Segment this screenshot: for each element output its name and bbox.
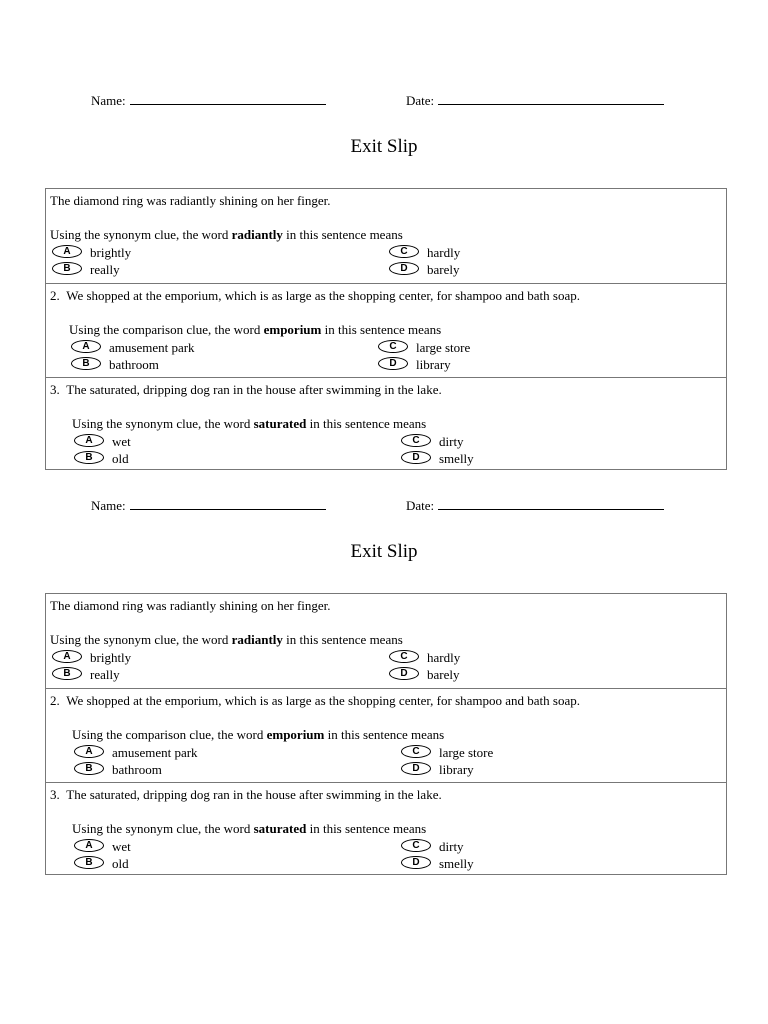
lead-after: in this sentence means (327, 727, 445, 742)
question-stem (50, 288, 580, 304)
slip-title: Exit Slip (350, 541, 418, 562)
lead-after: in this sentence means (286, 227, 403, 242)
question-number: 3. (50, 787, 60, 802)
answer-bubble-d[interactable]: D (401, 762, 431, 775)
option-a[interactable] (71, 339, 195, 355)
answer-bubble-a[interactable]: A (74, 839, 104, 852)
option-text: bathroom (112, 762, 162, 778)
question-stem (50, 382, 442, 398)
name-label: Name: (91, 498, 126, 513)
name-field[interactable] (91, 496, 326, 514)
option-b[interactable] (74, 855, 129, 871)
question-lead (72, 416, 426, 432)
option-text: amusement park (112, 745, 198, 761)
option-text: smelly (439, 856, 474, 872)
keyword: saturated (253, 821, 307, 836)
lead-after: in this sentence means (324, 322, 442, 337)
option-text: barely (427, 262, 460, 278)
date-blank[interactable] (438, 496, 664, 510)
option-text: library (416, 357, 451, 373)
keyword: emporium (263, 322, 322, 337)
answer-bubble-c[interactable]: C (389, 245, 419, 258)
option-d[interactable] (389, 666, 459, 682)
answer-bubble-a[interactable]: A (52, 245, 82, 258)
option-c[interactable] (401, 433, 464, 449)
question-stem (50, 598, 331, 614)
question-stem (50, 787, 442, 803)
date-field[interactable] (406, 496, 664, 514)
option-text: wet (112, 434, 131, 450)
option-text: hardly (427, 245, 461, 261)
option-text: hardly (427, 650, 461, 666)
option-text: really (90, 262, 120, 278)
answer-bubble-b[interactable]: B (52, 667, 82, 680)
answer-bubble-d[interactable]: D (401, 856, 431, 869)
option-d[interactable] (401, 855, 474, 871)
date-field[interactable] (406, 91, 664, 109)
question-3 (46, 377, 726, 470)
answer-bubble-d[interactable]: D (378, 357, 408, 370)
lead-before: Using the synonym clue, the word (50, 632, 229, 647)
lead-before: Using the synonym clue, the word (50, 227, 229, 242)
answer-bubble-b[interactable]: B (74, 762, 104, 775)
lead-after: in this sentence means (309, 416, 427, 431)
option-text: barely (427, 667, 460, 683)
answer-bubble-c[interactable]: C (401, 434, 431, 447)
question-number: 2. (50, 288, 60, 303)
lead-before: Using the comparison clue, the word (72, 727, 264, 742)
question-number: 2. (50, 693, 60, 708)
option-text: smelly (439, 451, 474, 467)
option-text: wet (112, 839, 131, 855)
answer-bubble-b[interactable]: B (74, 451, 104, 464)
option-a[interactable] (52, 244, 131, 260)
answer-bubble-c[interactable]: C (401, 839, 431, 852)
option-c[interactable] (389, 649, 460, 665)
question-3 (46, 782, 726, 875)
keyword: saturated (253, 416, 307, 431)
option-b[interactable] (74, 450, 129, 466)
answer-bubble-d[interactable]: D (389, 262, 419, 275)
question-1 (46, 189, 726, 283)
answer-bubble-a[interactable]: A (74, 745, 104, 758)
answer-bubble-b[interactable]: B (74, 856, 104, 869)
questions-box (45, 188, 727, 470)
option-text: dirty (439, 839, 464, 855)
lead-after: in this sentence means (309, 821, 427, 836)
question-lead (50, 227, 403, 243)
option-text: library (439, 762, 474, 778)
slip-header (0, 496, 768, 516)
name-blank[interactable] (130, 91, 326, 105)
option-a[interactable] (74, 744, 198, 760)
option-d[interactable] (389, 261, 459, 277)
slip-header (0, 91, 768, 111)
answer-bubble-c[interactable]: C (378, 340, 408, 353)
option-a[interactable] (74, 838, 131, 854)
question-stem-text: We shopped at the emporium, which is as large as the shopping center, for shampoo and bath soap. (66, 288, 580, 303)
question-2 (46, 283, 726, 378)
option-c[interactable] (378, 339, 470, 355)
option-text: brightly (90, 650, 132, 666)
option-c[interactable] (389, 244, 460, 260)
option-text: really (90, 667, 120, 683)
option-a[interactable] (74, 433, 131, 449)
answer-bubble-c[interactable]: C (389, 650, 419, 663)
question-lead (50, 632, 403, 648)
question-stem (50, 193, 331, 209)
question-stem-text: The saturated, dripping dog ran in the house after swimming in the lake. (66, 787, 442, 802)
option-d[interactable] (401, 450, 474, 466)
question-stem-text: We shopped at the emporium, which is as large as the shopping center, for shampoo and bath soap. (66, 693, 580, 708)
option-text: amusement park (109, 340, 195, 356)
keyword: radiantly (231, 632, 283, 647)
question-number: 3. (50, 382, 60, 397)
option-text: old (112, 451, 129, 467)
date-label: Date: (406, 498, 435, 513)
option-b[interactable] (52, 261, 120, 277)
option-text: brightly (90, 245, 132, 261)
keyword: radiantly (231, 227, 283, 242)
lead-before: Using the comparison clue, the word (69, 322, 261, 337)
option-text: large store (439, 745, 494, 761)
lead-after: in this sentence means (286, 632, 403, 647)
date-blank[interactable] (438, 91, 664, 105)
answer-bubble-b[interactable]: B (52, 262, 82, 275)
slip-title: Exit Slip (350, 136, 418, 157)
question-stem-text: The diamond ring was radiantly shining on her finger. (50, 193, 331, 208)
option-text: bathroom (109, 357, 159, 373)
option-b[interactable] (71, 356, 159, 372)
name-label: Name: (91, 93, 126, 108)
option-text: old (112, 856, 129, 872)
question-stem-text: The saturated, dripping dog ran in the house after swimming in the lake. (66, 382, 442, 397)
keyword: emporium (266, 727, 325, 742)
lead-before: Using the synonym clue, the word (72, 821, 251, 836)
option-b[interactable] (52, 666, 120, 682)
question-lead (69, 322, 441, 338)
option-d[interactable] (401, 761, 474, 777)
answer-bubble-d[interactable]: D (389, 667, 419, 680)
option-a[interactable] (52, 649, 131, 665)
option-text: large store (416, 340, 471, 356)
lead-before: Using the synonym clue, the word (72, 416, 251, 431)
question-stem (50, 693, 580, 709)
option-c[interactable] (401, 838, 464, 854)
name-blank[interactable] (130, 496, 326, 510)
option-text: dirty (439, 434, 464, 450)
question-lead (72, 727, 444, 743)
answer-bubble-c[interactable]: C (401, 745, 431, 758)
date-label: Date: (406, 93, 435, 108)
answer-bubble-d[interactable]: D (401, 451, 431, 464)
option-c[interactable] (401, 744, 493, 760)
answer-bubble-a[interactable]: A (52, 650, 82, 663)
option-b[interactable] (74, 761, 162, 777)
question-lead (72, 821, 426, 837)
name-field[interactable] (91, 91, 326, 109)
answer-bubble-b[interactable]: B (71, 357, 101, 370)
question-stem-text: The diamond ring was radiantly shining on her finger. (50, 598, 331, 613)
answer-bubble-a[interactable]: A (74, 434, 104, 447)
question-2 (46, 688, 726, 783)
option-d[interactable] (378, 356, 451, 372)
answer-bubble-a[interactable]: A (71, 340, 101, 353)
question-1 (46, 594, 726, 688)
questions-box (45, 593, 727, 875)
